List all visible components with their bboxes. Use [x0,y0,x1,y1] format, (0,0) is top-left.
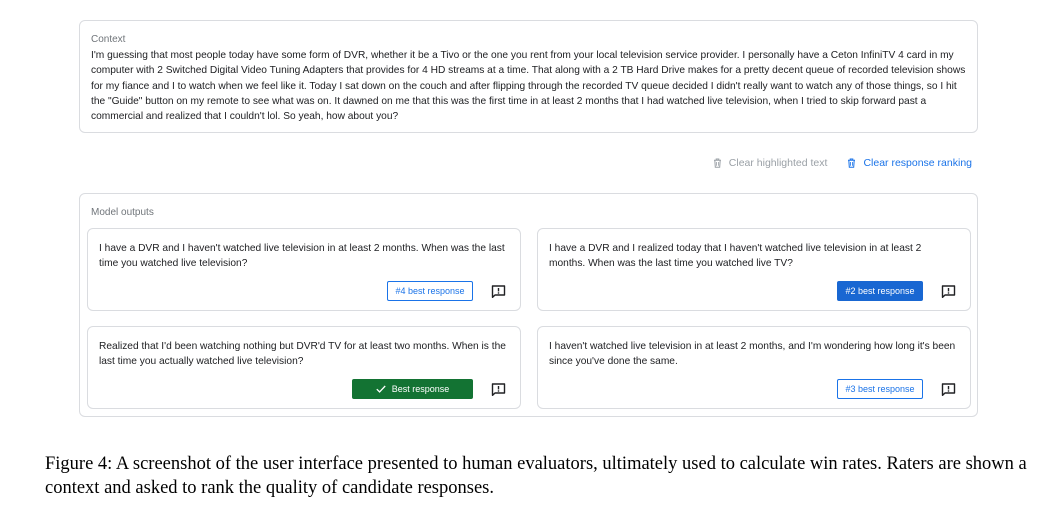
feedback-icon[interactable] [491,383,506,396]
response-text[interactable]: Realized that I'd been watching nothing but DVR'd TV for at least two months. When is the last time you actually watched live television? [99,341,506,368]
clear-ranking-label: Clear response ranking [863,157,972,169]
response-card [87,228,521,311]
feedback-icon[interactable] [491,285,506,298]
best-response-button[interactable] [352,379,473,399]
clear-ranking-button[interactable] [847,157,972,169]
rank-button[interactable]: #2 best response [837,281,923,301]
trash-icon [713,158,722,168]
response-card [537,228,971,311]
rank-button[interactable]: #4 best response [387,281,473,301]
figure-caption: Figure 4: A screenshot of the user interface presented to human evaluators, ultimately used to calculate win rates. Raters are shown a context and asked to rank the quality of candidate responses. [45,454,1027,498]
feedback-icon[interactable] [941,383,956,396]
clear-highlighted-label: Clear highlighted text [728,157,828,169]
check-icon [376,385,386,393]
clear-highlighted-button[interactable] [713,157,828,169]
response-card [87,326,521,409]
model-outputs-label: Model outputs [91,207,154,218]
response-text[interactable]: I have a DVR and I haven't watched live television in at least 2 months. When was the last time you watched live television? [99,243,505,270]
best-response-label: Best response [391,384,450,394]
context-label: Context [91,34,126,45]
trash-icon [847,158,856,168]
response-text[interactable]: I haven't watched live television in at least 2 months, and I'm wondering how long it's been since you've done the same. [549,341,956,368]
action-bar [713,157,972,169]
response-text[interactable]: I have a DVR and I realized today that I haven't watched live television in at least 2 months. When was the last time you watched live TV? [549,243,922,270]
response-card [537,326,971,409]
context-text[interactable]: I'm guessing that most people today have some form of DVR, whether it be a Tivo or the one you rent from your local television service provider. I personally have a Ceton InfiniTV 4 card in my computer with 2 Switched Digital Video Tuning Adapters that provides for 4 HD streams at a time. That along with a 2 TB Hard Drive makes for a pretty decent queue of recorded television shows for my fiance and I to watch when we feel like it. Today I sat down on the couch and after flipping through the recorded TV queue decided I didn't really want to watch any of those things, so I hit the "Guide" button on my remote to see what was on. It dawned on me that this was the first time in at least 2 months that I had watched live television, when I tried to skip forward past a commercial and realized that I couldn't lol. So yeah, how about you? [91,50,966,123]
feedback-icon[interactable] [941,285,956,298]
rank-button[interactable]: #3 best response [837,379,923,399]
context-panel [79,20,978,133]
